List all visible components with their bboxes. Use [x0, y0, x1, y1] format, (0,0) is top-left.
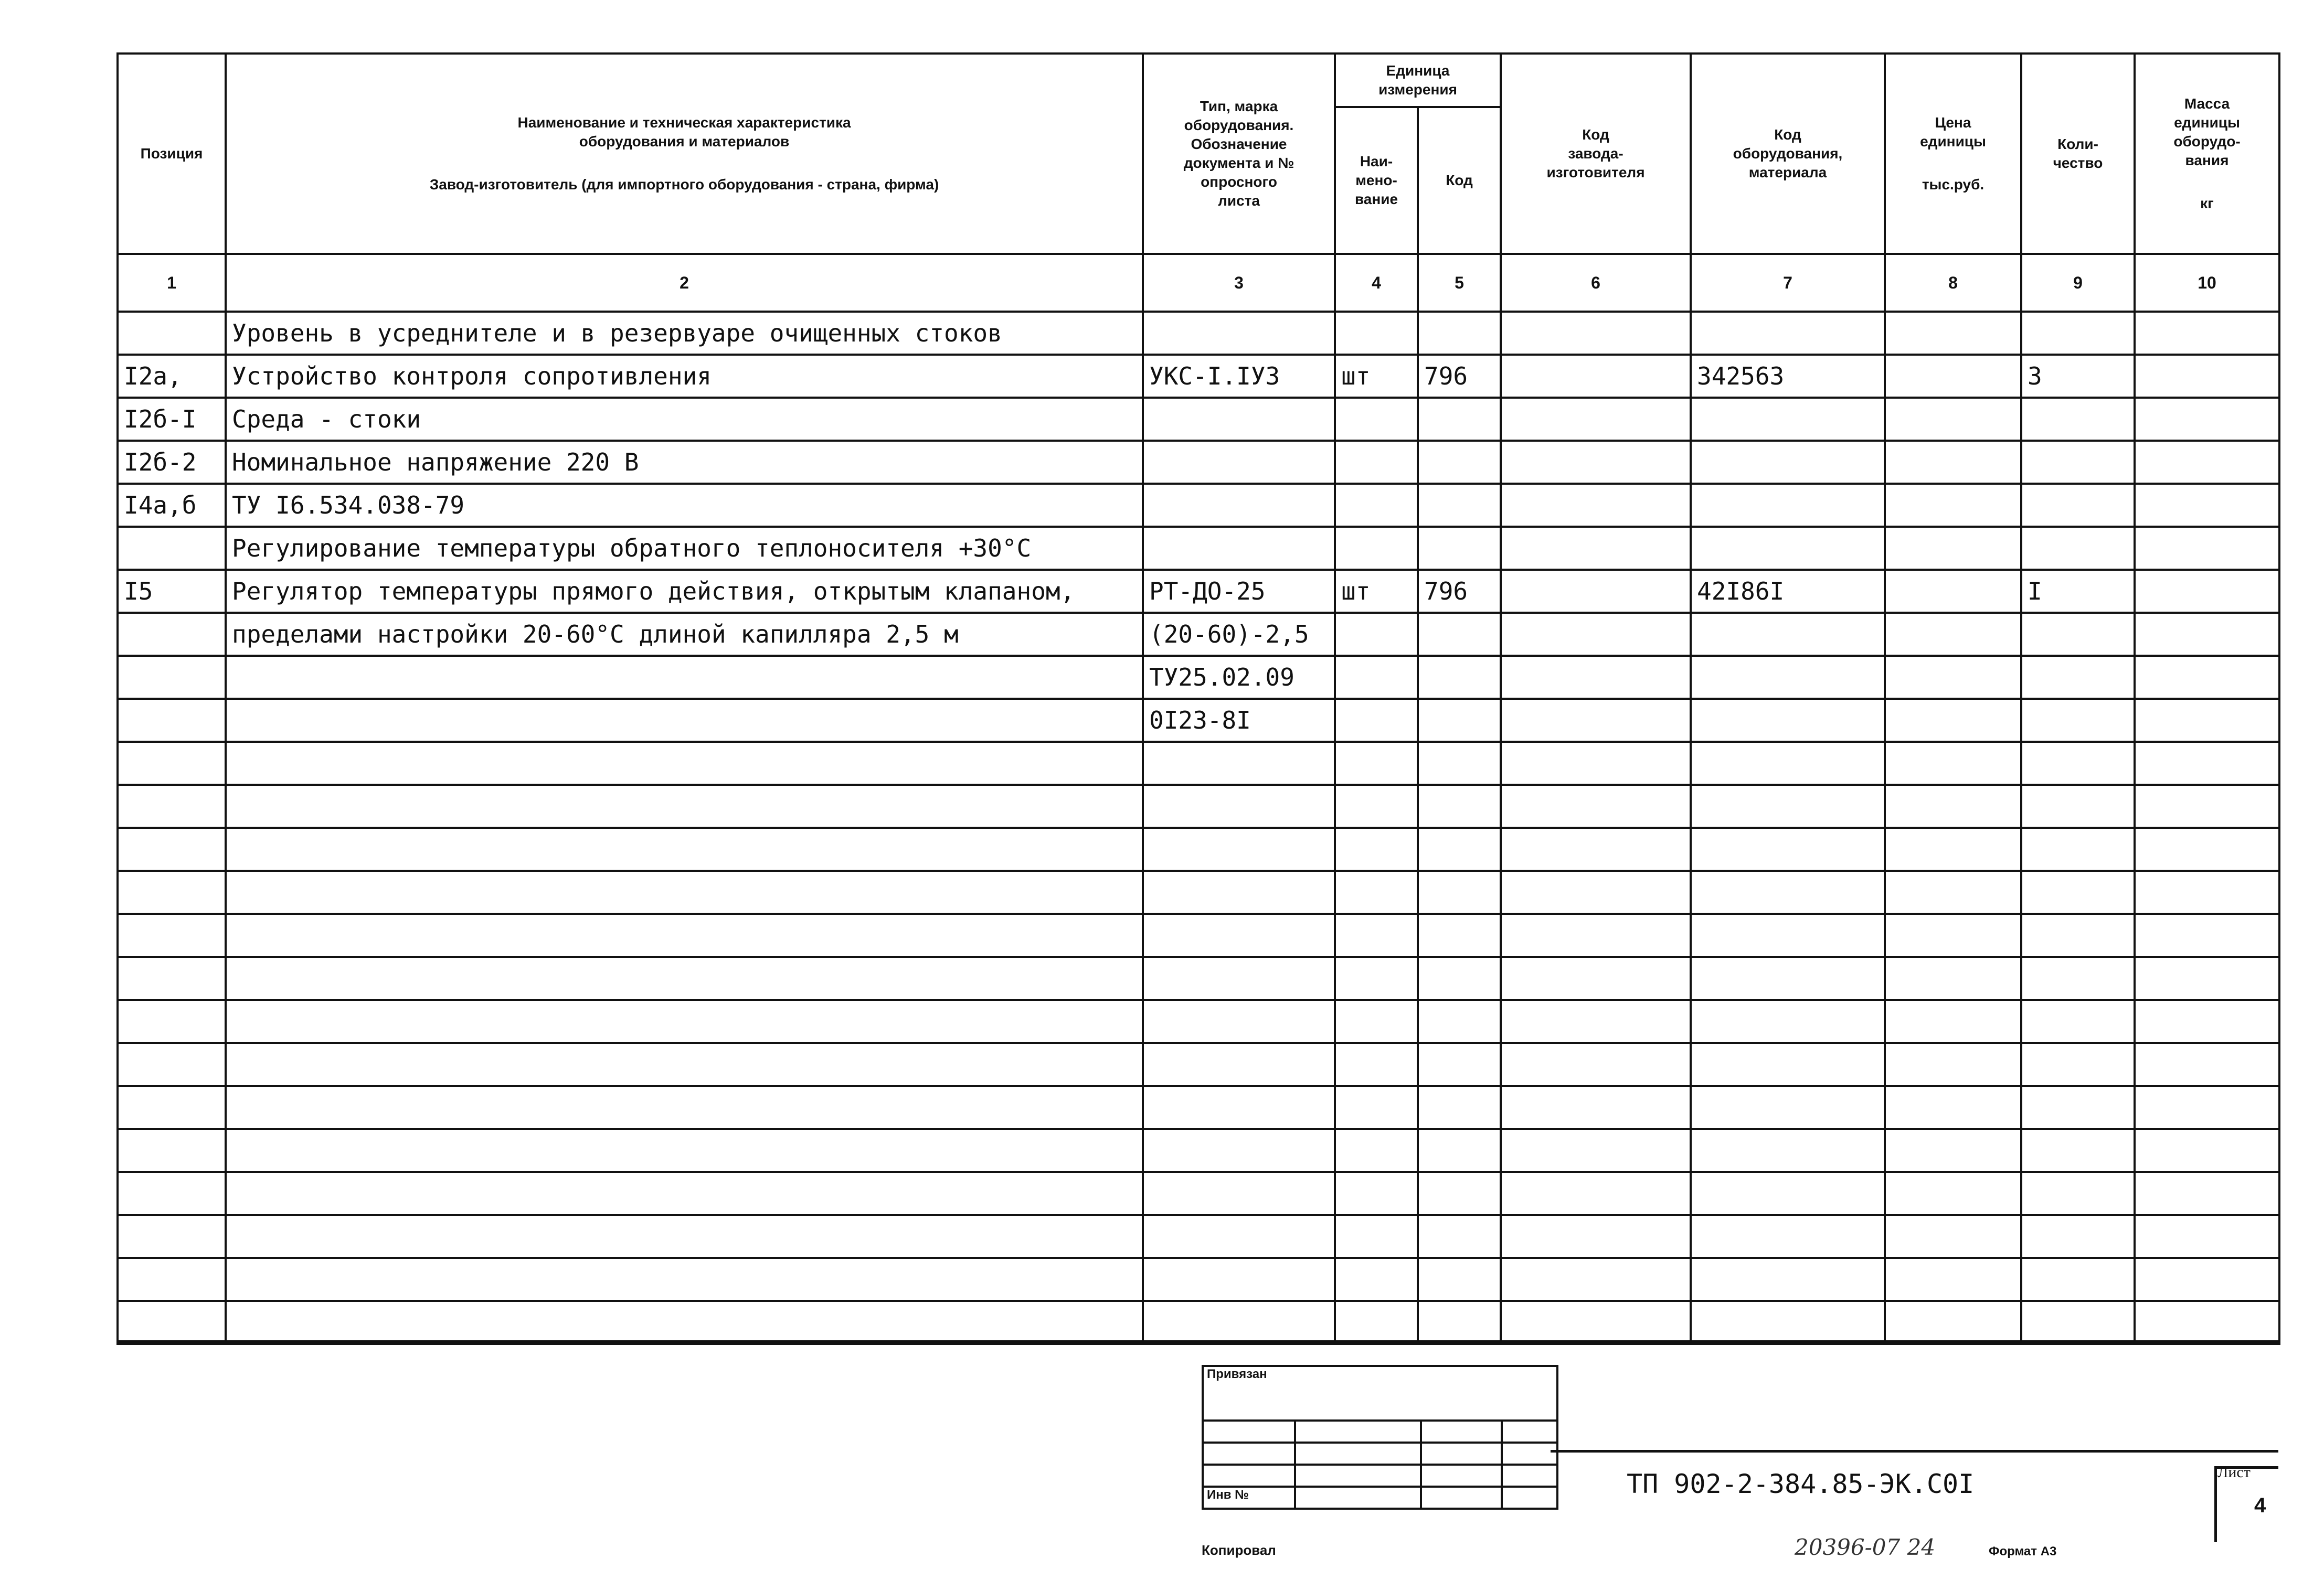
- column-number-row: [118, 254, 2279, 312]
- header-unit-group: Единица измерения: [1335, 54, 1501, 107]
- cell-unit-name: [1335, 527, 1418, 570]
- table-row: [118, 1086, 2279, 1129]
- cell-type-mark: [1143, 871, 1335, 914]
- cell-unit-mass: [2135, 785, 2279, 828]
- header-unit-price: Цена единицы тыс.руб.: [1885, 54, 2021, 254]
- cell-type-mark: [1143, 785, 1335, 828]
- table-row: [118, 1043, 2279, 1086]
- cell-equipment-code: [1691, 656, 1885, 699]
- header-unit-name: Наи- мено- вание: [1335, 107, 1418, 254]
- cell-unit-name: [1335, 914, 1418, 957]
- cell-factory-code: [1501, 785, 1691, 828]
- cell-position: [118, 1258, 226, 1301]
- cell-name: [226, 1043, 1143, 1086]
- cell-type-mark: (20-60)-2,5: [1143, 613, 1335, 656]
- cell-type-mark: УКС-I.IУЗ: [1143, 355, 1335, 398]
- cell-name: [226, 1301, 1143, 1344]
- cell-unit-price: [1885, 914, 2021, 957]
- header-unit-code: Код: [1418, 107, 1501, 254]
- cell-unit-name: [1335, 1000, 1418, 1043]
- cell-unit-code: [1418, 1086, 1501, 1129]
- cell-type-mark: 0I23-8I: [1143, 699, 1335, 742]
- cell-unit-code: [1418, 1301, 1501, 1344]
- cell-unit-mass: [2135, 570, 2279, 613]
- cell-type-mark: [1143, 1172, 1335, 1215]
- cell-factory-code: [1501, 1000, 1691, 1043]
- header-position: Позиция: [118, 54, 226, 254]
- cell-equipment-code: [1691, 312, 1885, 355]
- cell-quantity: [2021, 1043, 2135, 1086]
- cell-equipment-code: [1691, 957, 1885, 1000]
- cell-type-mark: [1143, 828, 1335, 871]
- cell-quantity: [2021, 484, 2135, 527]
- cell-unit-name: шт: [1335, 570, 1418, 613]
- stamp-inv-label: Инв №: [1203, 1487, 1295, 1509]
- cell-quantity: 3: [2021, 355, 2135, 398]
- cell-position: [118, 699, 226, 742]
- column-number: 2: [226, 254, 1143, 312]
- stamp-attached-label: Привязан: [1203, 1366, 1557, 1421]
- cell-equipment-code: [1691, 1086, 1885, 1129]
- cell-equipment-code: [1691, 398, 1885, 441]
- cell-factory-code: [1501, 355, 1691, 398]
- cell-unit-price: [1885, 699, 2021, 742]
- specification-table: [116, 52, 2280, 1345]
- cell-equipment-code: [1691, 613, 1885, 656]
- header-name: Наименование и техническая характеристика оборудования и материалов Завод-изготовитель (для импортного оборудования - страна, фирма): [226, 54, 1143, 254]
- table-row: [118, 1215, 2279, 1258]
- cell-equipment-code: [1691, 1043, 1885, 1086]
- cell-unit-name: [1335, 1086, 1418, 1129]
- cell-factory-code: [1501, 742, 1691, 785]
- cell-position: [118, 1215, 226, 1258]
- cell-unit-price: [1885, 570, 2021, 613]
- cell-name: [226, 1215, 1143, 1258]
- cell-unit-code: 796: [1418, 355, 1501, 398]
- cell-position: I2а,: [118, 355, 226, 398]
- cell-unit-price: [1885, 828, 2021, 871]
- cell-quantity: [2021, 1301, 2135, 1344]
- cell-quantity: [2021, 1086, 2135, 1129]
- cell-name: Уровень в усреднителе и в резервуаре очищенных стоков: [226, 312, 1143, 355]
- cell-factory-code: [1501, 1172, 1691, 1215]
- cell-quantity: [2021, 742, 2135, 785]
- cell-unit-name: [1335, 1172, 1418, 1215]
- cell-quantity: [2021, 312, 2135, 355]
- cell-unit-price: [1885, 355, 2021, 398]
- cell-unit-price: [1885, 957, 2021, 1000]
- cell-factory-code: [1501, 914, 1691, 957]
- cell-position: [118, 613, 226, 656]
- cell-name: Номинальное напряжение 220 В: [226, 441, 1143, 484]
- cell-unit-price: [1885, 484, 2021, 527]
- cell-quantity: [2021, 656, 2135, 699]
- cell-factory-code: [1501, 527, 1691, 570]
- cell-unit-price: [1885, 1258, 2021, 1301]
- cell-unit-name: шт: [1335, 355, 1418, 398]
- cell-unit-code: [1418, 1129, 1501, 1172]
- cell-factory-code: [1501, 1215, 1691, 1258]
- cell-type-mark: [1143, 484, 1335, 527]
- cell-factory-code: [1501, 1129, 1691, 1172]
- cell-unit-mass: [2135, 484, 2279, 527]
- cell-position: [118, 1086, 226, 1129]
- cell-unit-code: [1418, 484, 1501, 527]
- header-quantity: Коли- чество: [2021, 54, 2135, 254]
- cell-equipment-code: [1691, 828, 1885, 871]
- cell-unit-code: [1418, 1258, 1501, 1301]
- cell-unit-mass: [2135, 957, 2279, 1000]
- cell-type-mark: РТ-ДО-25: [1143, 570, 1335, 613]
- cell-factory-code: [1501, 570, 1691, 613]
- table-row: [118, 312, 2279, 355]
- cell-unit-name: [1335, 398, 1418, 441]
- cell-unit-code: [1418, 957, 1501, 1000]
- cell-unit-code: [1418, 828, 1501, 871]
- cell-type-mark: [1143, 1086, 1335, 1129]
- cell-equipment-code: [1691, 871, 1885, 914]
- table-row: [118, 742, 2279, 785]
- cell-unit-mass: [2135, 527, 2279, 570]
- cell-type-mark: [1143, 1000, 1335, 1043]
- cell-unit-mass: [2135, 1086, 2279, 1129]
- cell-unit-mass: [2135, 1043, 2279, 1086]
- cell-unit-mass: [2135, 441, 2279, 484]
- cell-unit-name: [1335, 699, 1418, 742]
- cell-quantity: [2021, 1000, 2135, 1043]
- table-row: [118, 785, 2279, 828]
- cell-equipment-code: [1691, 1301, 1885, 1344]
- table-row: [118, 1000, 2279, 1043]
- cell-quantity: [2021, 441, 2135, 484]
- cell-factory-code: [1501, 871, 1691, 914]
- handwritten-archive-number: 20396-07 24: [1795, 1534, 1936, 1560]
- header-row-top: [118, 54, 2279, 107]
- cell-unit-mass: [2135, 1258, 2279, 1301]
- cell-position: [118, 1301, 226, 1344]
- cell-equipment-code: [1691, 1258, 1885, 1301]
- cell-unit-name: [1335, 1258, 1418, 1301]
- table-body: [118, 312, 2279, 1344]
- cell-type-mark: [1143, 441, 1335, 484]
- table-row: [118, 570, 2279, 613]
- cell-unit-price: [1885, 742, 2021, 785]
- cell-unit-code: [1418, 785, 1501, 828]
- cell-unit-mass: [2135, 699, 2279, 742]
- cell-type-mark: [1143, 957, 1335, 1000]
- cell-unit-price: [1885, 1129, 2021, 1172]
- cell-quantity: [2021, 1258, 2135, 1301]
- cell-unit-code: [1418, 1043, 1501, 1086]
- cell-factory-code: [1501, 699, 1691, 742]
- table-bottom-border: [116, 1340, 2278, 1343]
- cell-unit-price: [1885, 312, 2021, 355]
- cell-unit-name: [1335, 957, 1418, 1000]
- cell-name: [226, 871, 1143, 914]
- header-equipment-code: Код оборудования, материала: [1691, 54, 1885, 254]
- cell-unit-price: [1885, 656, 2021, 699]
- cell-unit-code: [1418, 1000, 1501, 1043]
- cell-unit-code: [1418, 312, 1501, 355]
- column-number: 8: [1885, 254, 2021, 312]
- cell-name: [226, 1086, 1143, 1129]
- cell-unit-code: [1418, 699, 1501, 742]
- cell-position: [118, 1043, 226, 1086]
- table-row: [118, 1258, 2279, 1301]
- cell-equipment-code: [1691, 1129, 1885, 1172]
- cell-name: Регулятор температуры прямого действия, открытым клапаном,: [226, 570, 1143, 613]
- cell-quantity: [2021, 914, 2135, 957]
- cell-unit-name: [1335, 484, 1418, 527]
- cell-unit-mass: [2135, 1129, 2279, 1172]
- cell-type-mark: [1143, 398, 1335, 441]
- cell-position: [118, 914, 226, 957]
- cell-unit-price: [1885, 871, 2021, 914]
- cell-unit-price: [1885, 1086, 2021, 1129]
- header-unit-mass: Масса единицы оборудо- вания кг: [2135, 54, 2279, 254]
- cell-unit-code: [1418, 742, 1501, 785]
- table-row: [118, 957, 2279, 1000]
- cell-unit-price: [1885, 441, 2021, 484]
- cell-name: [226, 914, 1143, 957]
- cell-type-mark: [1143, 1301, 1335, 1344]
- table-row: [118, 355, 2279, 398]
- cell-unit-code: [1418, 1215, 1501, 1258]
- column-number: 10: [2135, 254, 2279, 312]
- cell-name: [226, 1129, 1143, 1172]
- cell-factory-code: [1501, 1258, 1691, 1301]
- cell-position: [118, 742, 226, 785]
- cell-equipment-code: 342563: [1691, 355, 1885, 398]
- cell-position: [118, 1129, 226, 1172]
- cell-name: ТУ I6.534.038-79: [226, 484, 1143, 527]
- cell-factory-code: [1501, 828, 1691, 871]
- cell-unit-name: [1335, 785, 1418, 828]
- table-row: [118, 656, 2279, 699]
- cell-equipment-code: [1691, 484, 1885, 527]
- cell-factory-code: [1501, 398, 1691, 441]
- cell-factory-code: [1501, 1301, 1691, 1344]
- cell-position: I2б-I: [118, 398, 226, 441]
- cell-name: Устройство контроля сопротивления: [226, 355, 1143, 398]
- cell-type-mark: [1143, 1043, 1335, 1086]
- cell-type-mark: [1143, 527, 1335, 570]
- cell-quantity: [2021, 398, 2135, 441]
- header-type-mark: Тип, марка оборудования. Обозначение документа и № опросного листа: [1143, 54, 1335, 254]
- cell-unit-code: [1418, 613, 1501, 656]
- cell-position: [118, 828, 226, 871]
- cell-type-mark: [1143, 1215, 1335, 1258]
- cell-unit-price: [1885, 527, 2021, 570]
- cell-unit-code: [1418, 441, 1501, 484]
- table-row: [118, 613, 2279, 656]
- cell-unit-mass: [2135, 871, 2279, 914]
- cell-factory-code: [1501, 484, 1691, 527]
- table-row: [118, 1172, 2279, 1215]
- cell-quantity: [2021, 527, 2135, 570]
- column-number: 9: [2021, 254, 2135, 312]
- cell-unit-name: [1335, 1043, 1418, 1086]
- cell-quantity: [2021, 1129, 2135, 1172]
- cell-position: I5: [118, 570, 226, 613]
- cell-factory-code: [1501, 957, 1691, 1000]
- sheet-number: 4: [2254, 1494, 2266, 1517]
- cell-unit-mass: [2135, 914, 2279, 957]
- cell-quantity: [2021, 871, 2135, 914]
- cell-unit-mass: [2135, 355, 2279, 398]
- cell-unit-name: [1335, 742, 1418, 785]
- cell-name: пределами настройки 20-60°С длиной капилляра 2,5 м: [226, 613, 1143, 656]
- cell-unit-code: [1418, 1172, 1501, 1215]
- cell-unit-mass: [2135, 613, 2279, 656]
- cell-factory-code: [1501, 312, 1691, 355]
- cell-name: [226, 742, 1143, 785]
- cell-name: Регулирование температуры обратного теплоносителя +30°С: [226, 527, 1143, 570]
- table-row: [118, 1301, 2279, 1344]
- cell-position: [118, 1172, 226, 1215]
- approval-stamp: [1202, 1365, 1558, 1510]
- cell-unit-name: [1335, 1129, 1418, 1172]
- cell-unit-mass: [2135, 828, 2279, 871]
- cell-quantity: [2021, 613, 2135, 656]
- cell-type-mark: [1143, 312, 1335, 355]
- cell-equipment-code: [1691, 441, 1885, 484]
- cell-unit-price: [1885, 1215, 2021, 1258]
- cell-factory-code: [1501, 1086, 1691, 1129]
- table-row: [118, 441, 2279, 484]
- cell-unit-mass: [2135, 1215, 2279, 1258]
- cell-unit-mass: [2135, 1000, 2279, 1043]
- cell-factory-code: [1501, 1043, 1691, 1086]
- table-row: [118, 398, 2279, 441]
- cell-name: [226, 1172, 1143, 1215]
- column-number: 6: [1501, 254, 1691, 312]
- table-row: [118, 527, 2279, 570]
- cell-equipment-code: [1691, 1000, 1885, 1043]
- copied-label: Копировал: [1202, 1542, 1276, 1558]
- cell-position: [118, 957, 226, 1000]
- cell-name: [226, 1258, 1143, 1301]
- document-code: ТП 902-2-384.85-ЭК.С0I: [1627, 1469, 1975, 1499]
- cell-quantity: [2021, 828, 2135, 871]
- table-row: [118, 1129, 2279, 1172]
- cell-unit-price: [1885, 1172, 2021, 1215]
- cell-unit-mass: [2135, 656, 2279, 699]
- cell-type-mark: [1143, 1129, 1335, 1172]
- cell-unit-price: [1885, 1000, 2021, 1043]
- cell-unit-price: [1885, 785, 2021, 828]
- cell-unit-code: [1418, 398, 1501, 441]
- cell-equipment-code: [1691, 742, 1885, 785]
- table-row: [118, 828, 2279, 871]
- cell-quantity: [2021, 1172, 2135, 1215]
- cell-unit-name: [1335, 871, 1418, 914]
- cell-equipment-code: [1691, 1215, 1885, 1258]
- cell-name: [226, 957, 1143, 1000]
- cell-name: [226, 1000, 1143, 1043]
- table-row: [118, 871, 2279, 914]
- cell-unit-price: [1885, 1301, 2021, 1344]
- cell-unit-name: [1335, 613, 1418, 656]
- cell-type-mark: ТУ25.02.09: [1143, 656, 1335, 699]
- cell-equipment-code: [1691, 785, 1885, 828]
- cell-unit-name: [1335, 1301, 1418, 1344]
- cell-unit-mass: [2135, 1172, 2279, 1215]
- column-number: 7: [1691, 254, 1885, 312]
- cell-position: I2б-2: [118, 441, 226, 484]
- cell-type-mark: [1143, 742, 1335, 785]
- cell-equipment-code: [1691, 699, 1885, 742]
- sheet-label: Лист: [2217, 1464, 2251, 1481]
- cell-unit-mass: [2135, 742, 2279, 785]
- column-number: 5: [1418, 254, 1501, 312]
- cell-name: [226, 828, 1143, 871]
- cell-unit-price: [1885, 398, 2021, 441]
- cell-unit-name: [1335, 441, 1418, 484]
- cell-unit-code: [1418, 527, 1501, 570]
- cell-quantity: I: [2021, 570, 2135, 613]
- column-number: 4: [1335, 254, 1418, 312]
- cell-quantity: [2021, 699, 2135, 742]
- cell-name: Среда - стоки: [226, 398, 1143, 441]
- cell-factory-code: [1501, 441, 1691, 484]
- cell-quantity: [2021, 785, 2135, 828]
- cell-position: [118, 312, 226, 355]
- cell-unit-name: [1335, 656, 1418, 699]
- cell-equipment-code: [1691, 914, 1885, 957]
- cell-equipment-code: 42I86I: [1691, 570, 1885, 613]
- cell-name: [226, 785, 1143, 828]
- cell-unit-code: 796: [1418, 570, 1501, 613]
- cell-unit-mass: [2135, 312, 2279, 355]
- format-label: Формат А3: [1989, 1544, 2057, 1558]
- cell-unit-name: [1335, 312, 1418, 355]
- cell-quantity: [2021, 1215, 2135, 1258]
- cell-unit-price: [1885, 613, 2021, 656]
- cell-unit-price: [1885, 1043, 2021, 1086]
- cell-equipment-code: [1691, 527, 1885, 570]
- header-factory-code: Код завода- изготовителя: [1501, 54, 1691, 254]
- cell-factory-code: [1501, 613, 1691, 656]
- cell-unit-name: [1335, 1215, 1418, 1258]
- cell-unit-code: [1418, 914, 1501, 957]
- cell-name: [226, 699, 1143, 742]
- column-number: 1: [118, 254, 226, 312]
- cell-position: [118, 785, 226, 828]
- cell-position: I4а,б: [118, 484, 226, 527]
- cell-position: [118, 527, 226, 570]
- cell-type-mark: [1143, 914, 1335, 957]
- cell-position: [118, 656, 226, 699]
- cell-position: [118, 871, 226, 914]
- table-row: [118, 914, 2279, 957]
- column-number: 3: [1143, 254, 1335, 312]
- cell-unit-name: [1335, 828, 1418, 871]
- cell-factory-code: [1501, 656, 1691, 699]
- cell-unit-mass: [2135, 398, 2279, 441]
- cell-equipment-code: [1691, 1172, 1885, 1215]
- cell-name: [226, 656, 1143, 699]
- table-row: [118, 484, 2279, 527]
- cell-unit-code: [1418, 871, 1501, 914]
- cell-unit-code: [1418, 656, 1501, 699]
- table-row: [118, 699, 2279, 742]
- cell-unit-mass: [2135, 1301, 2279, 1344]
- cell-type-mark: [1143, 1258, 1335, 1301]
- cell-position: [118, 1000, 226, 1043]
- cell-quantity: [2021, 957, 2135, 1000]
